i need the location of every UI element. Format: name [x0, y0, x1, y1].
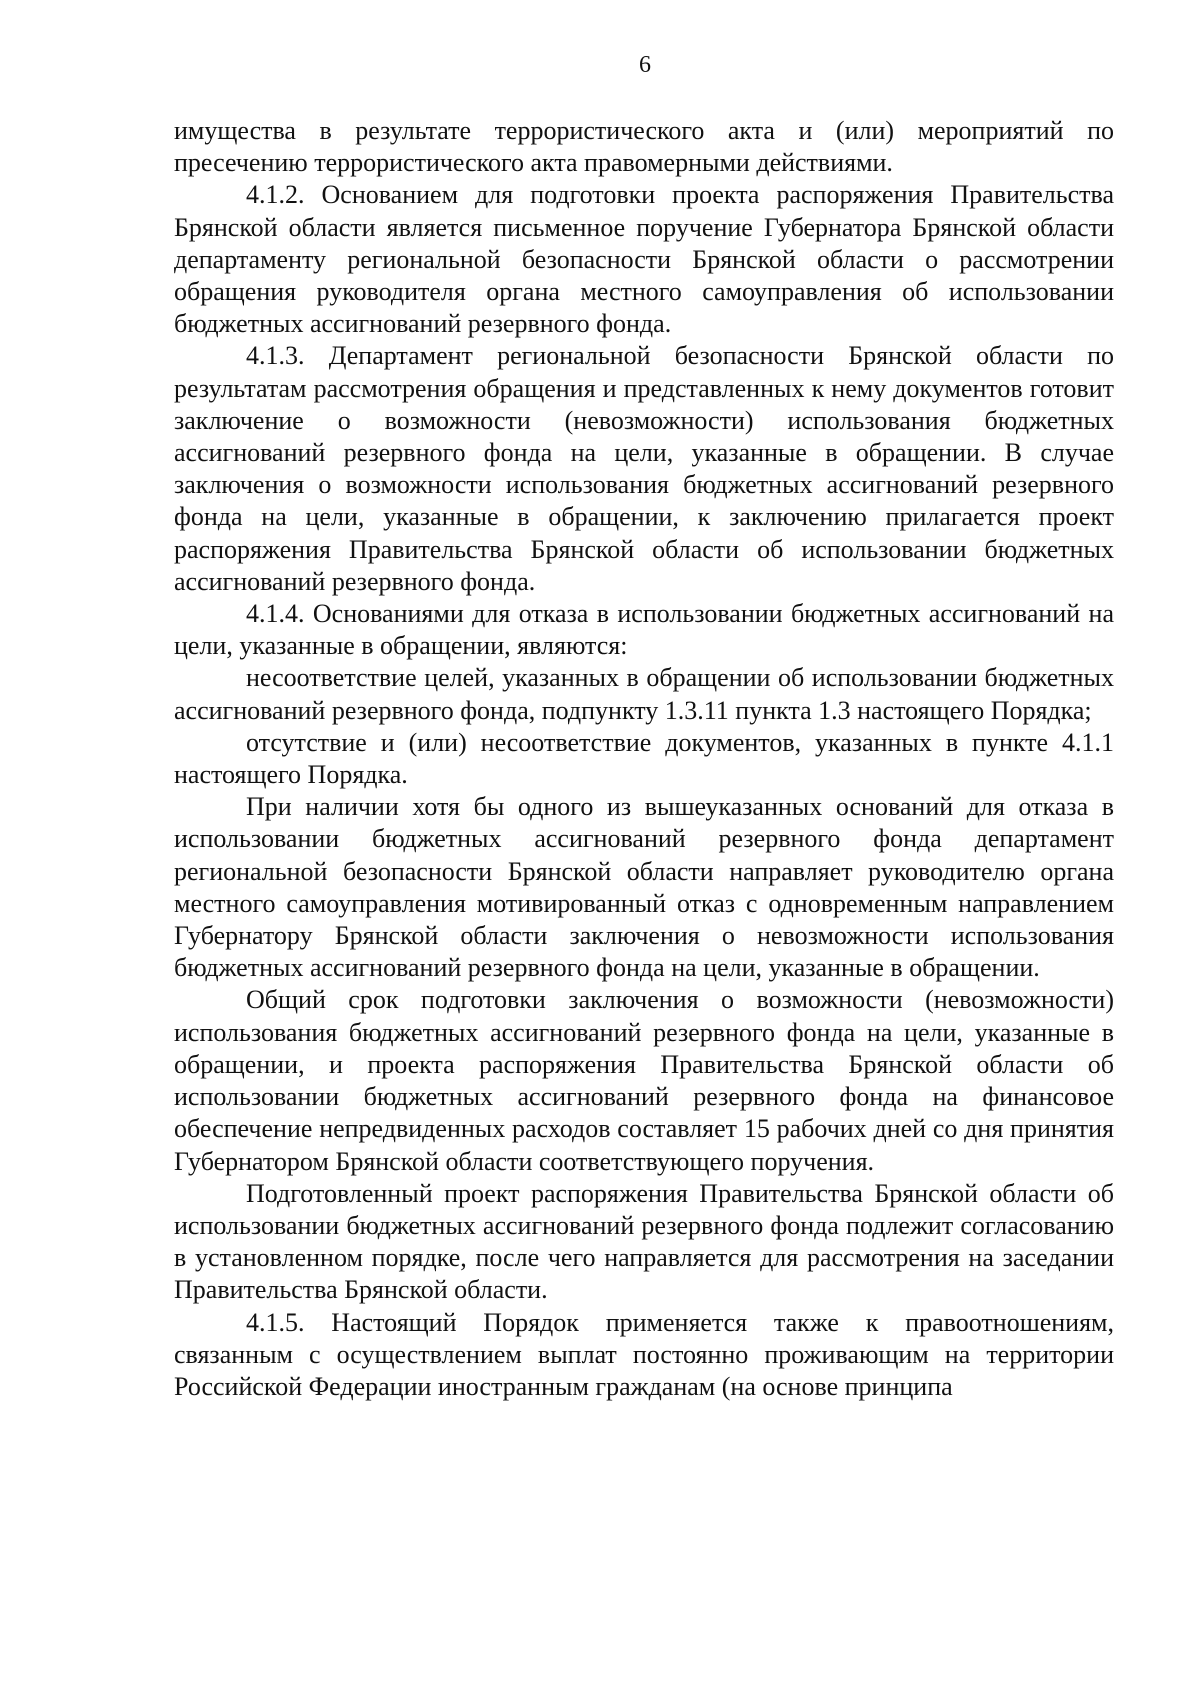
- paragraph-continuation: имущества в результате террористического акта и (или) мероприятий по пресечению террористического акта правомерными действиями.: [174, 116, 1114, 178]
- paragraph-4-1-2: 4.1.2. Основанием для подготовки проекта распоряжения Правительства Брянской области является письменное поручение Губернатора Брянской области департаменту региональной безопасности Брянской области о рассмотрении обращения руководителя органа местного самоуправления об использовании бюджетных ассигнований резервного фонда.: [174, 180, 1114, 339]
- paragraph-refusal-procedure: При наличии хотя бы одного из вышеуказанных оснований для отказа в использовании бюджетных ассигнований резервного фонда департамент региональной безопасности Брянской области направляет руководителю органа местного самоуправления мотивированный отказ с одновременным направлением Губернатору Брянской области заключения о невозможности использования бюджетных ассигнований резервного фонда на цели, указанные в обращении.: [174, 792, 1114, 983]
- page-number: 6: [639, 52, 651, 78]
- document-body: [174, 115, 1114, 1403]
- paragraph-general-term: Общий срок подготовки заключения о возможности (невозможности) использования бюджетных ассигнований резервного фонда на цели, указанные в обращении, и проекта распоряжения Правительства Брянской области об использовании бюджетных ассигнований резервного фонда на финансовое обеспечение непредвиденных расходов составляет 15 рабочих дней со дня принятия Губернатором Брянской области соответствующего поручения.: [174, 985, 1114, 1176]
- paragraph-4-1-3: 4.1.3. Департамент региональной безопасности Брянской области по результатам рассмотрения обращения и представленных к нему документов готовит заключение о возможности (невозможности) использования бюджетных ассигнований резервного фонда на цели, указанные в обращении. В случае заключения о возможности использования бюджетных ассигнований резервного фонда на цели, указанные в обращении, к заключению прилагается проект распоряжения Правительства Брянской области об использовании бюджетных ассигнований резервного фонда.: [174, 341, 1114, 596]
- paragraph-4-1-4: 4.1.4. Основаниями для отказа в использовании бюджетных ассигнований на цели, указанные в обращении, являются:: [174, 599, 1114, 661]
- refusal-ground-2: отсутствие и (или) несоответствие документов, указанных в пункте 4.1.1 настоящего Порядка.: [174, 727, 1114, 790]
- paragraph-approval: Подготовленный проект распоряжения Правительства Брянской области об использовании бюджетных ассигнований резервного фонда подлежит согласованию в установленном порядке, после чего направляется для рассмотрения на заседании Правительства Брянской области.: [174, 1178, 1114, 1305]
- refusal-ground-1: несоответствие целей, указанных в обращении об использовании бюджетных ассигнований резервного фонда, подпункту 1.3.11 пункта 1.3 настоящего Порядка;: [174, 663, 1114, 725]
- paragraph-4-1-5: 4.1.5. Настоящий Порядок применяется также к правоотношениям, связанным с осуществлением выплат постоянно проживающим на территории Российской Федерации иностранным гражданам (на основе принципа: [174, 1307, 1114, 1401]
